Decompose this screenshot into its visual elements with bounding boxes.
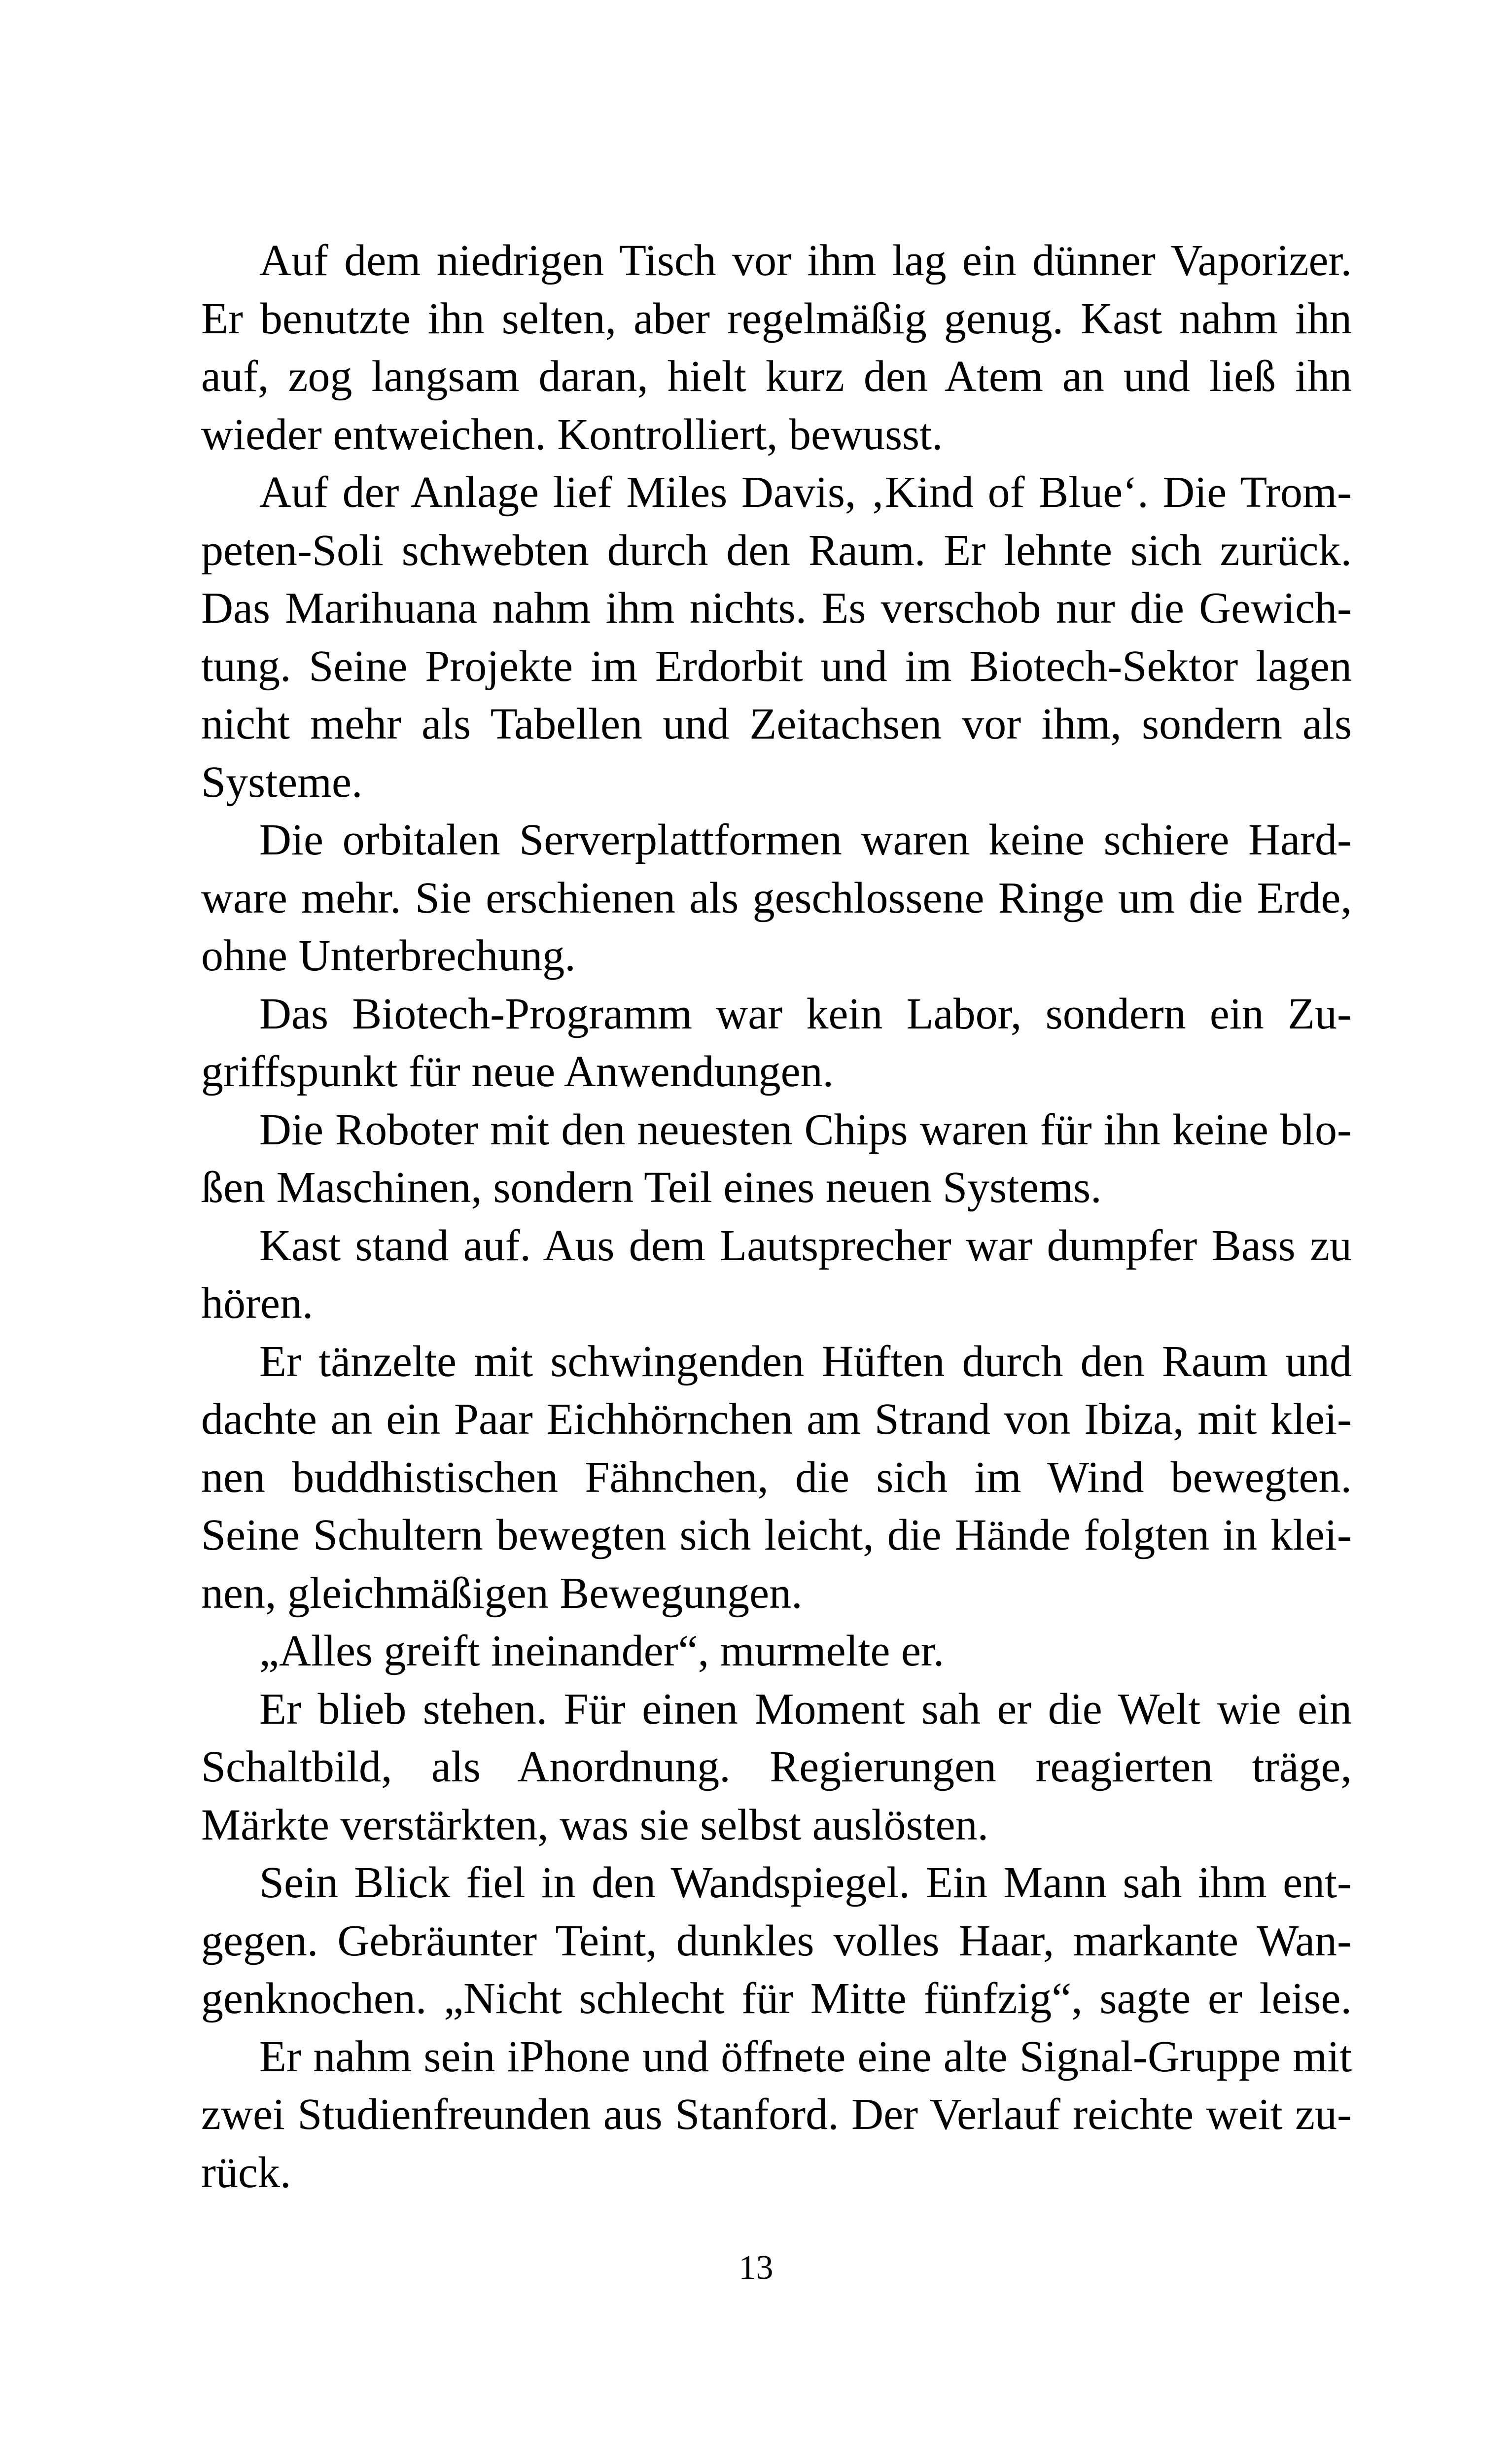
text-line: auf, zog langsam daran, hielt kurz den Atem an und ließ ihn [201, 352, 1352, 401]
text-line: Schaltbild, als Anordnung. Regierungen reagierten träge, [201, 1742, 1352, 1791]
text-line: Sein Blick fiel in den Wandspiegel. Ein Mann sah ihm ent- [259, 1858, 1352, 1907]
text-line: nen, gleichmäßigen Bewegungen. [201, 1568, 803, 1618]
text-line: ware mehr. Sie erschienen als geschlossene Ringe um die Erde, [201, 873, 1352, 922]
text-line: Er benutzte ihn selten, aber regelmäßig genug. Kast nahm ihn [201, 294, 1352, 343]
text-line: Das Biotech-Programm war kein Labor, sondern ein Zu- [259, 989, 1352, 1038]
text-line: wieder entweichen. Kontrolliert, bewusst. [201, 410, 943, 459]
text-line: Systeme. [201, 757, 363, 807]
text-line: tung. Seine Projekte im Erdorbit und im Biotech-Sektor lagen [201, 641, 1352, 691]
text-line: peten-Soli schwebten durch den Raum. Er lehnte sich zurück. [201, 526, 1352, 575]
text-line: „Alles greift ineinander“, murmelte er. [259, 1627, 945, 1675]
text-line: Die Roboter mit den neuesten Chips waren für ihn keine blo- [259, 1105, 1352, 1154]
text-line: ßen Maschinen, sondern Teil eines neuen Systems. [201, 1163, 1102, 1212]
text-line: Auf der Anlage lief Miles Davis, ‚Kind of Blue‘. Die Trom- [259, 468, 1352, 517]
text-line: rück. [201, 2148, 291, 2197]
text-line: Auf dem niedrigen Tisch vor ihm lag ein dünner Vaporizer. [259, 236, 1352, 285]
text-line: Er tänzelte mit schwingenden Hüften durch den Raum und [259, 1337, 1352, 1386]
text-line: zwei Studienfreunden aus Stanford. Der Verlauf reichte weit zu- [201, 2090, 1352, 2139]
text-line: genknochen. „Nicht schlecht für Mitte fünfzig“, sagte er leise. [201, 1974, 1352, 2023]
text-line: gegen. Gebräunter Teint, dunkles volles Haar, markante Wan- [201, 1916, 1352, 1965]
text-line: griffspunkt für neue Anwendungen. [201, 1047, 834, 1096]
text-line: nen buddhistischen Fähnchen, die sich im Wind bewegten. [201, 1453, 1352, 1502]
text-line: Die orbitalen Serverplattformen waren keine schiere Hard- [259, 815, 1352, 864]
body-text [201, 232, 1352, 2201]
text-line: Er nahm sein iPhone und öffnete eine alte Signal-Gruppe mit [259, 2032, 1352, 2081]
text-line: Kast stand auf. Aus dem Lautsprecher war dumpfer Bass zu [259, 1221, 1352, 1270]
text-line: Seine Schultern bewegten sich leicht, die Hände folgten in klei- [201, 1511, 1352, 1559]
text-line: ohne Unterbrechung. [201, 931, 576, 980]
text-line: nicht mehr als Tabellen und Zeitachsen vor ihm, sondern als [201, 700, 1352, 748]
text-line: Das Marihuana nahm ihm nichts. Es verschob nur die Gewich- [201, 584, 1352, 633]
text-line: Märkte verstärkten, was sie selbst auslösten. [201, 1800, 989, 1849]
page-number: 13 [738, 2249, 774, 2287]
text-line: dachte an ein Paar Eichhörnchen am Strand von Ibiza, mit klei- [201, 1395, 1352, 1444]
text-line: Er blieb stehen. Für einen Moment sah er die Welt wie ein [259, 1684, 1352, 1734]
text-line: hören. [201, 1279, 314, 1328]
